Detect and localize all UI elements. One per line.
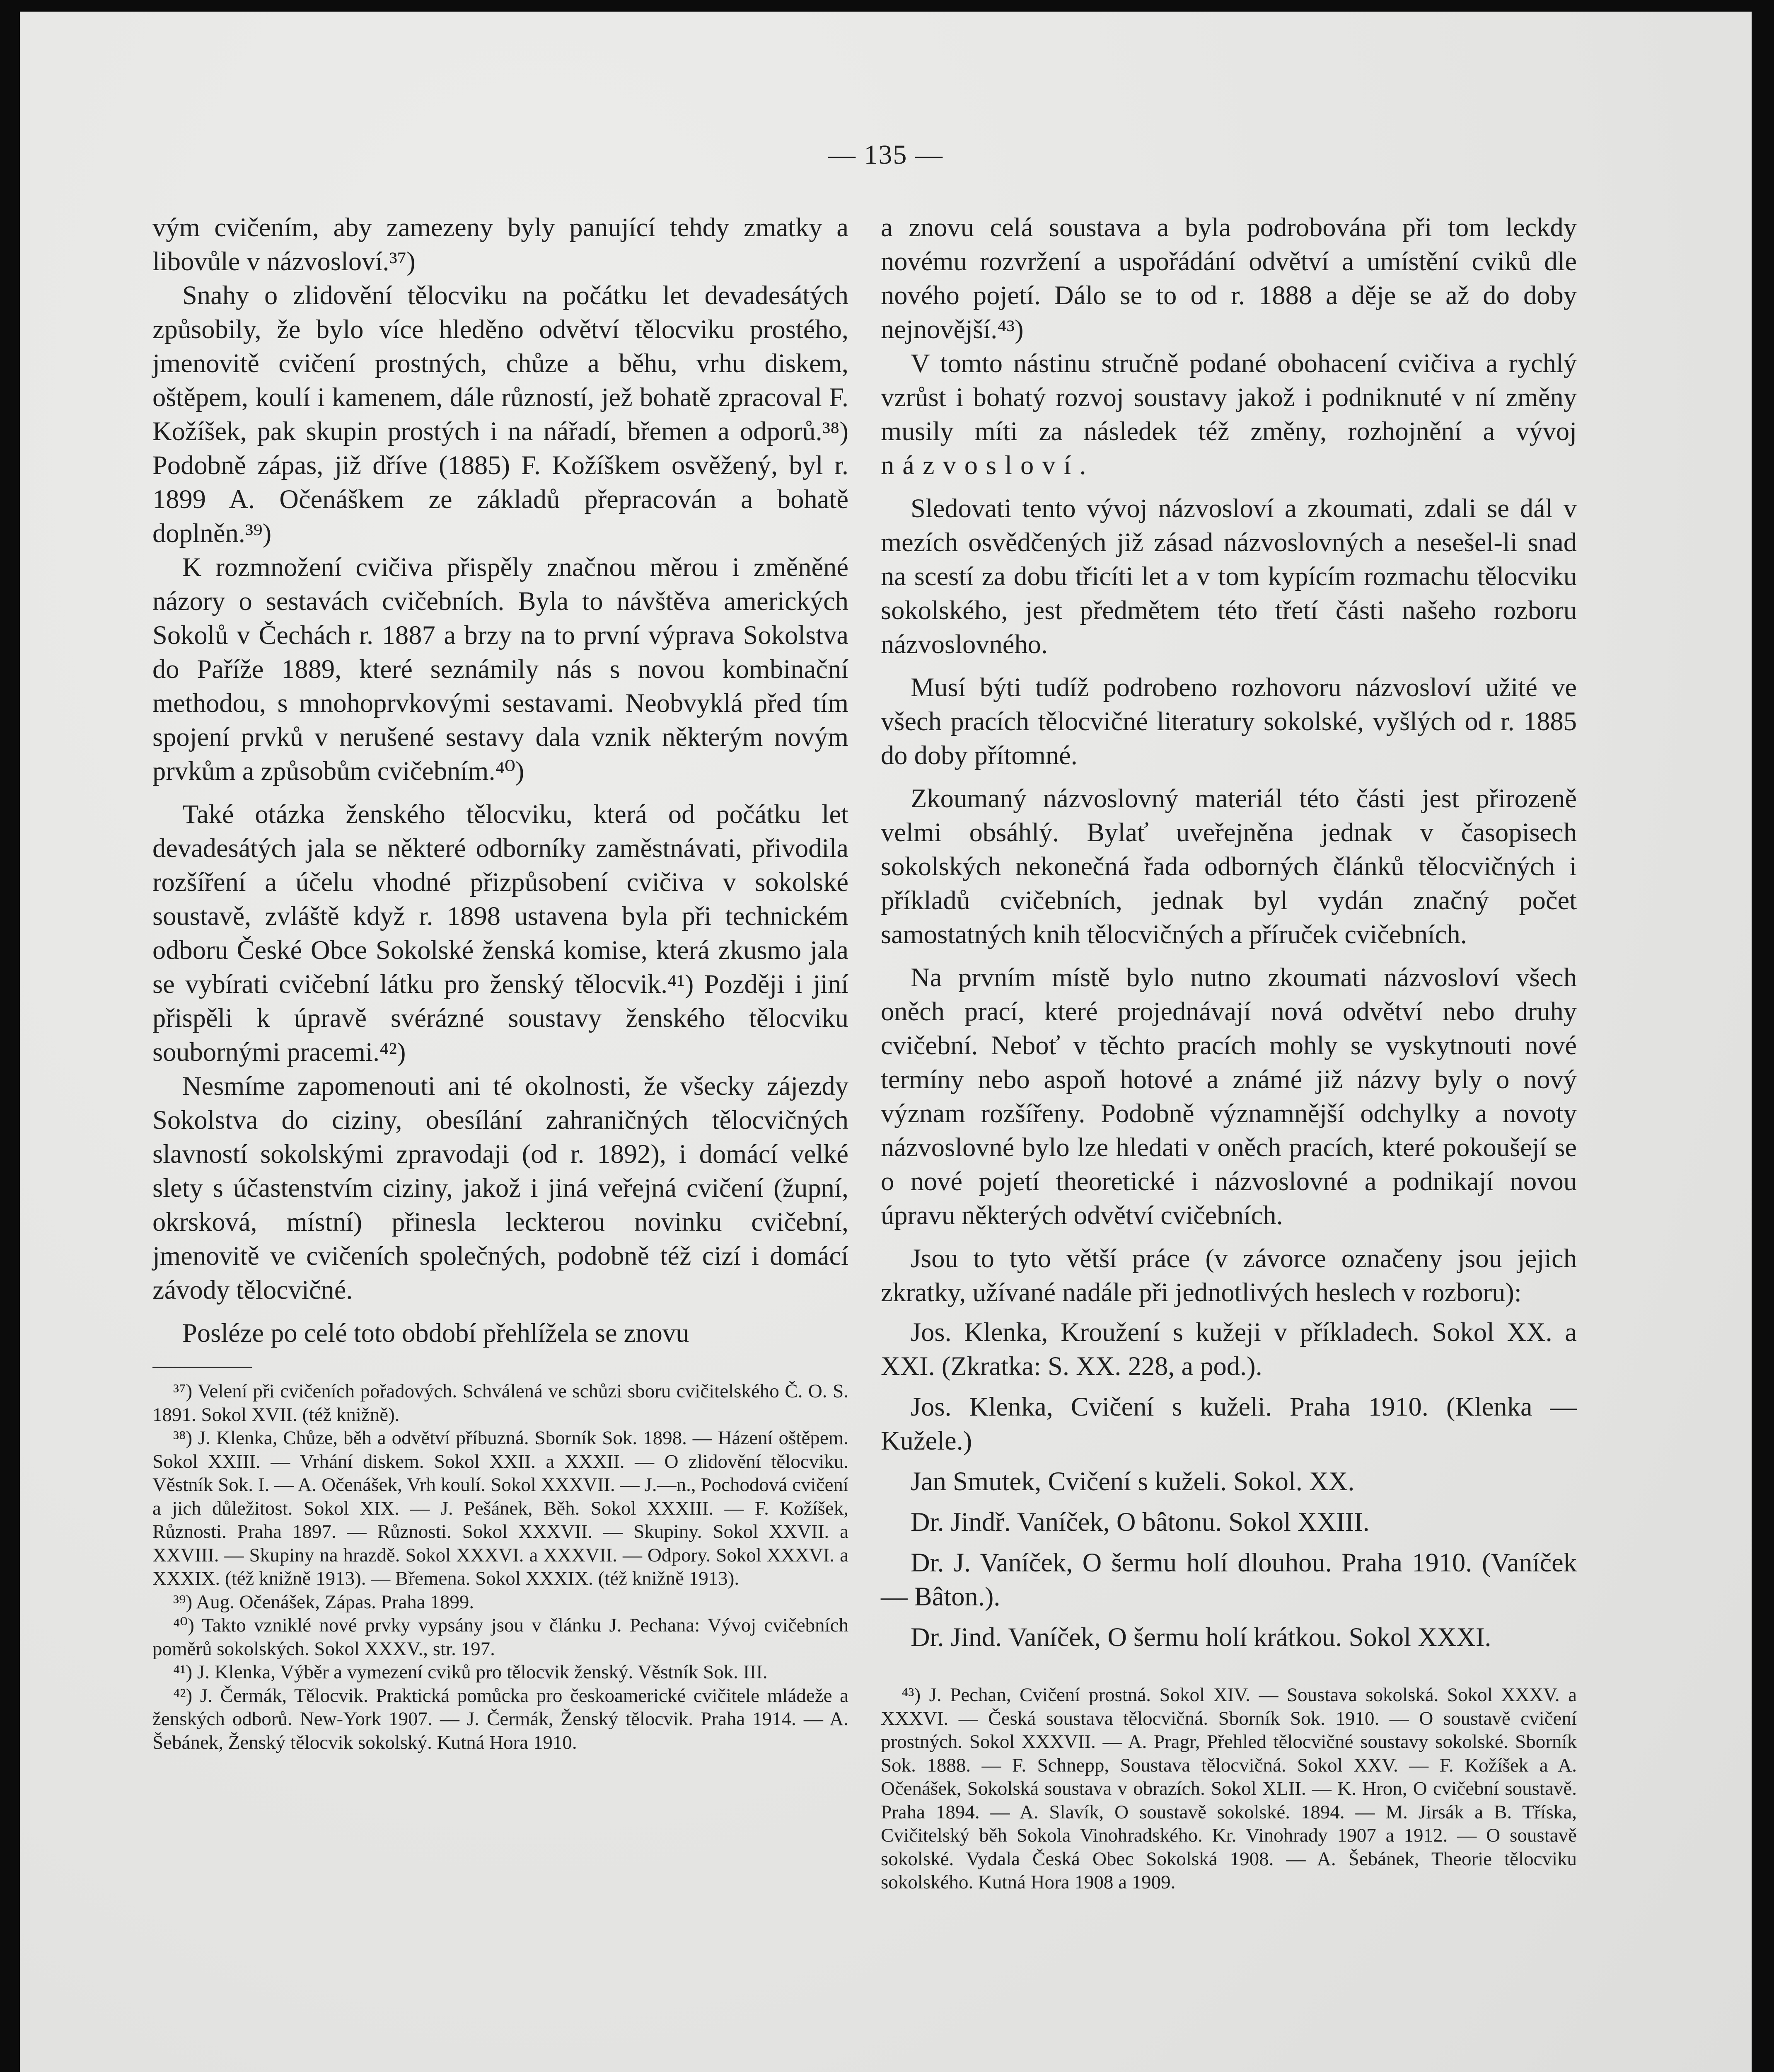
literature-entry: Dr. J. Vaníček, O šermu holí dlouhou. Praha 1910. (Vaníček — Bâton.). <box>881 1548 1577 1611</box>
paragraph: Posléze po celé toto období přehlížela se znovu <box>182 1318 689 1348</box>
paragraph: Snahy o zlidovění tělocviku na počátku let devadesátých způsobily, že bylo více hleděno odvětví tělocviku prostého, jmenovitě cvičení prostných, chůze a běhu, vrhu diskem, oštěpem, koulí i kamenem, dále růzností, jež bohatě zpracoval F. Kožíšek, pak skupin prostých i na nářadí, břemen a odporů.³⁸) Podobně zápas, již dříve (1885) F. Kožíškem osvěžený, byl r. 1899 A. Očenáškem ze základů přepracován a bohatě doplněn.³⁹) <box>152 281 848 548</box>
paragraph-text: V tomto nástinu stručně podané obohacení cvičiva a rychlý vzrůst i bohatý rozvoj soustavy jakož i podniknuté v ní změny musily míti za následek též změny, rozhojnění a vývoj <box>881 349 1577 446</box>
book-page <box>20 12 1752 2072</box>
paragraph: Sledovati tento vývoj názvosloví a zkoumati, zdali se dál v mezích osvědčených již zásad názvoslovných a nesešel-li snad na scestí za dobu třicíti let a v tom kypícím rozmachu tělocviku sokolského, jest předmětem této třetí části našeho rozboru názvoslovného. <box>881 494 1577 659</box>
left-column <box>152 211 848 1754</box>
paragraph: a znovu celá soustava a byla podrobována při tom leckdy novému rozvržení a uspořádání odvětví a umístění cviků dle nového pojetí. Dálo se to od r. 1888 a děje se až do doby nejnovější.⁴³) <box>881 213 1577 344</box>
footnote: ³⁸) J. Klenka, Chůze, běh a odvětví příbuzná. Sborník Sok. 1898. — Házení oštěpem. Sokol XXIII. — Vrhání diskem. Sokol XXII. a XXXII. — O zlidovění tělocviku. Věstník Sok. I. — A. Očenášek, Vrh koulí. Sokol XXXVII. — J.—n., Pochodová cvičení a jich důležitost. Sokol XIX. — J. Pešánek, Běh. Sokol XXXIII. — F. Kožíšek, Různosti. Praha 1897. — Různosti. Sokol XXXVII. — Skupiny. Sokol XXVII. a XXVIII. — Skupiny na hrazdě. Sokol XXXVI. a XXXVII. — Odpory. Sokol XXXVI. a XXXIX. (též knižně 1913). — Břemena. Sokol XXXIX. (též knižně 1913). <box>152 1427 848 1589</box>
paragraph: Jsou to tyto větší práce (v závorce označeny jsou jejich zkratky, užívané nadále při jednotlivých heslech v rozboru): <box>881 1244 1577 1307</box>
literature-entry: Jan Smutek, Cvičení s kuželi. Sokol. XX. <box>911 1467 1355 1496</box>
footnote: ⁴²) J. Čermák, Tělocvik. Praktická pomůcka pro českoamerické cvičitele mládeže a ženských odborů. New-York 1907. — J. Čermák, Ženský tělocvik. Praha 1914. — A. Šebánek, Ženský tělocvik sokolský. Kutná Hora 1910. <box>152 1685 848 1753</box>
footnote: ⁴¹) J. Klenka, Výběr a vymezení cviků pro tělocvik ženský. Věstník Sok. III. <box>173 1661 768 1683</box>
paragraph: Nesmíme zapomenouti ani té okolnosti, že všecky zájezdy Sokolstva do ciziny, obesílání zahraničných tělocvičných slavností sokolskými zpravodaji (od r. 1892), i domácí velké slety s účastenstvím ciziny, jakož i jiná veřejná cvičení (župní, okrsková, místní) přinesla leckterou novinku cvičební, jmenovitě ve cvičeních společných, podobně též cizí i domácí závody tělocvičné. <box>152 1071 848 1305</box>
literature-entry: Dr. Jind. Vaníček, O šermu holí krátkou. Sokol XXXI. <box>911 1622 1491 1652</box>
footnotes-left <box>152 1380 848 1754</box>
literature-entry: Dr. Jindř. Vaníček, O bâtonu. Sokol XXIII. <box>911 1507 1370 1537</box>
page-number: — 135 — <box>828 140 943 170</box>
paragraph: Také otázka ženského tělocviku, která od počátku let devadesátých jala se některé odborníky zaměstnávati, přivodila rozšíření a účelu vhodné přizpůsobení cvičiva v sokolské soustavě, zvláště když r. 1898 ustavena byla při technickém odboru České Obce Sokolské ženská komise, která zkusmo jala se vybírati cvičební látku pro ženský tělocvik.⁴¹) Později i jiní přispěli k úpravě svérázné soustavy ženského tělocviku soubornými pracemi.⁴²) <box>152 799 848 1067</box>
footnote: ⁴³) J. Pechan, Cvičení prostná. Sokol XIV. — Soustava sokolská. Sokol XXXV. a XXXVI. — Česká soustava tělocvičná. Sborník Sok. 1910. — O soustavě cvičení prostných. Sokol XXXVII. — A. Pragr, Přehled tělocvičné soustavy sokolské. Sborník Sok. 1888. — F. Schnepp, Soustava tělocvičná. Sokol XXV. — F. Kožíšek a A. Očenášek, Sokolská soustava v obrazích. Sokol XLII. — K. Hron, O cvičební soustavě. Praha 1894. — A. Slavík, O soustavě sokolské. 1894. — M. Jirsák a B. Tříska, Cvičitelský běh Sokola Vinohradského. Kr. Vinohrady 1907 a 1912. — O soustavě sokolské. Vydala Česká Obec Sokolská 1908. — A. Šebánek, Theorie tělocviku sokolského. Kutná Hora 1908 a 1909. <box>881 1684 1577 1893</box>
spaced-term: názvosloví. <box>881 450 1095 480</box>
footnotes-right <box>881 1683 1577 1894</box>
footnote: ³⁹) Aug. Očenášek, Zápas. Praha 1899. <box>173 1591 474 1613</box>
paragraph: K rozmnožení cvičiva přispěly značnou měrou i změněné názory o sestavách cvičebních. Byla to návštěva amerických Sokolů v Čechách r. 1887 a brzy na to první výprava Sokolstva do Paříže 1889, které seznámily nás s novou kombinační methodou, s mnohoprvkovými sestavami. Neobvyklá před tím spojení prvků v nerušené sestavy dala vznik některým novým prvkům a způsobům cvičebním.⁴⁰) <box>152 552 848 786</box>
footnote-divider <box>152 1367 252 1368</box>
right-column <box>881 211 1577 1894</box>
literature-entry: Jos. Klenka, Cvičení s kuželi. Praha 1910. (Klenka — Kužele.) <box>881 1392 1577 1455</box>
paragraph: Zkoumaný názvoslovný materiál této části jest přirozeně velmi obsáhlý. Bylať uveřejněna jednak v časopisech sokolských nekonečná řada odborných článků tělocvičných i příkladů cvičebních, jednak byl vydán značný počet samostatných knih tělocvičných a příruček cvičebních. <box>881 784 1577 949</box>
paragraph: Musí býti tudíž podrobeno rozhovoru názvosloví užité ve všech pracích tělocvičné literatury sokolské, vyšlých od r. 1885 do doby přítomné. <box>881 673 1577 770</box>
footnote: ³⁷) Velení při cvičeních pořadových. Schválená ve schůzi sboru cvičitelského Č. O. S. 1891. Sokol XVII. (též knižně). <box>152 1380 848 1426</box>
footnote: ⁴⁰) Takto vzniklé nové prvky vypsány jsou v článku J. Pechana: Vývoj cvičebních poměrů sokolských. Sokol XXXV., str. 197. <box>152 1615 848 1660</box>
literature-entry: Jos. Klenka, Kroužení s kužeji v příkladech. Sokol XX. a XXI. (Zkratka: S. XX. 228, a pod.). <box>881 1317 1577 1381</box>
paragraph <box>881 346 1577 482</box>
paragraph: Na prvním místě bylo nutno zkoumati názvosloví všech oněch prací, které projednávají nová odvětví nebo druhy cvičební. Neboť v těchto pracích mohly se vyskytnouti nové termíny nebo aspoň hotové a známé již názvy byly o nový význam rozšířeny. Podobně významnější odchylky a novoty názvoslovné bylo lze hledati v oněch pracích, které pokoušejí se o nové pojetí theoretické i názvoslovné a podnikají novou úpravu některých odvětví cvičebních. <box>881 963 1577 1230</box>
paragraph: vým cvičením, aby zamezeny byly panující tehdy zmatky a libovůle v názvosloví.³⁷) <box>152 213 848 276</box>
